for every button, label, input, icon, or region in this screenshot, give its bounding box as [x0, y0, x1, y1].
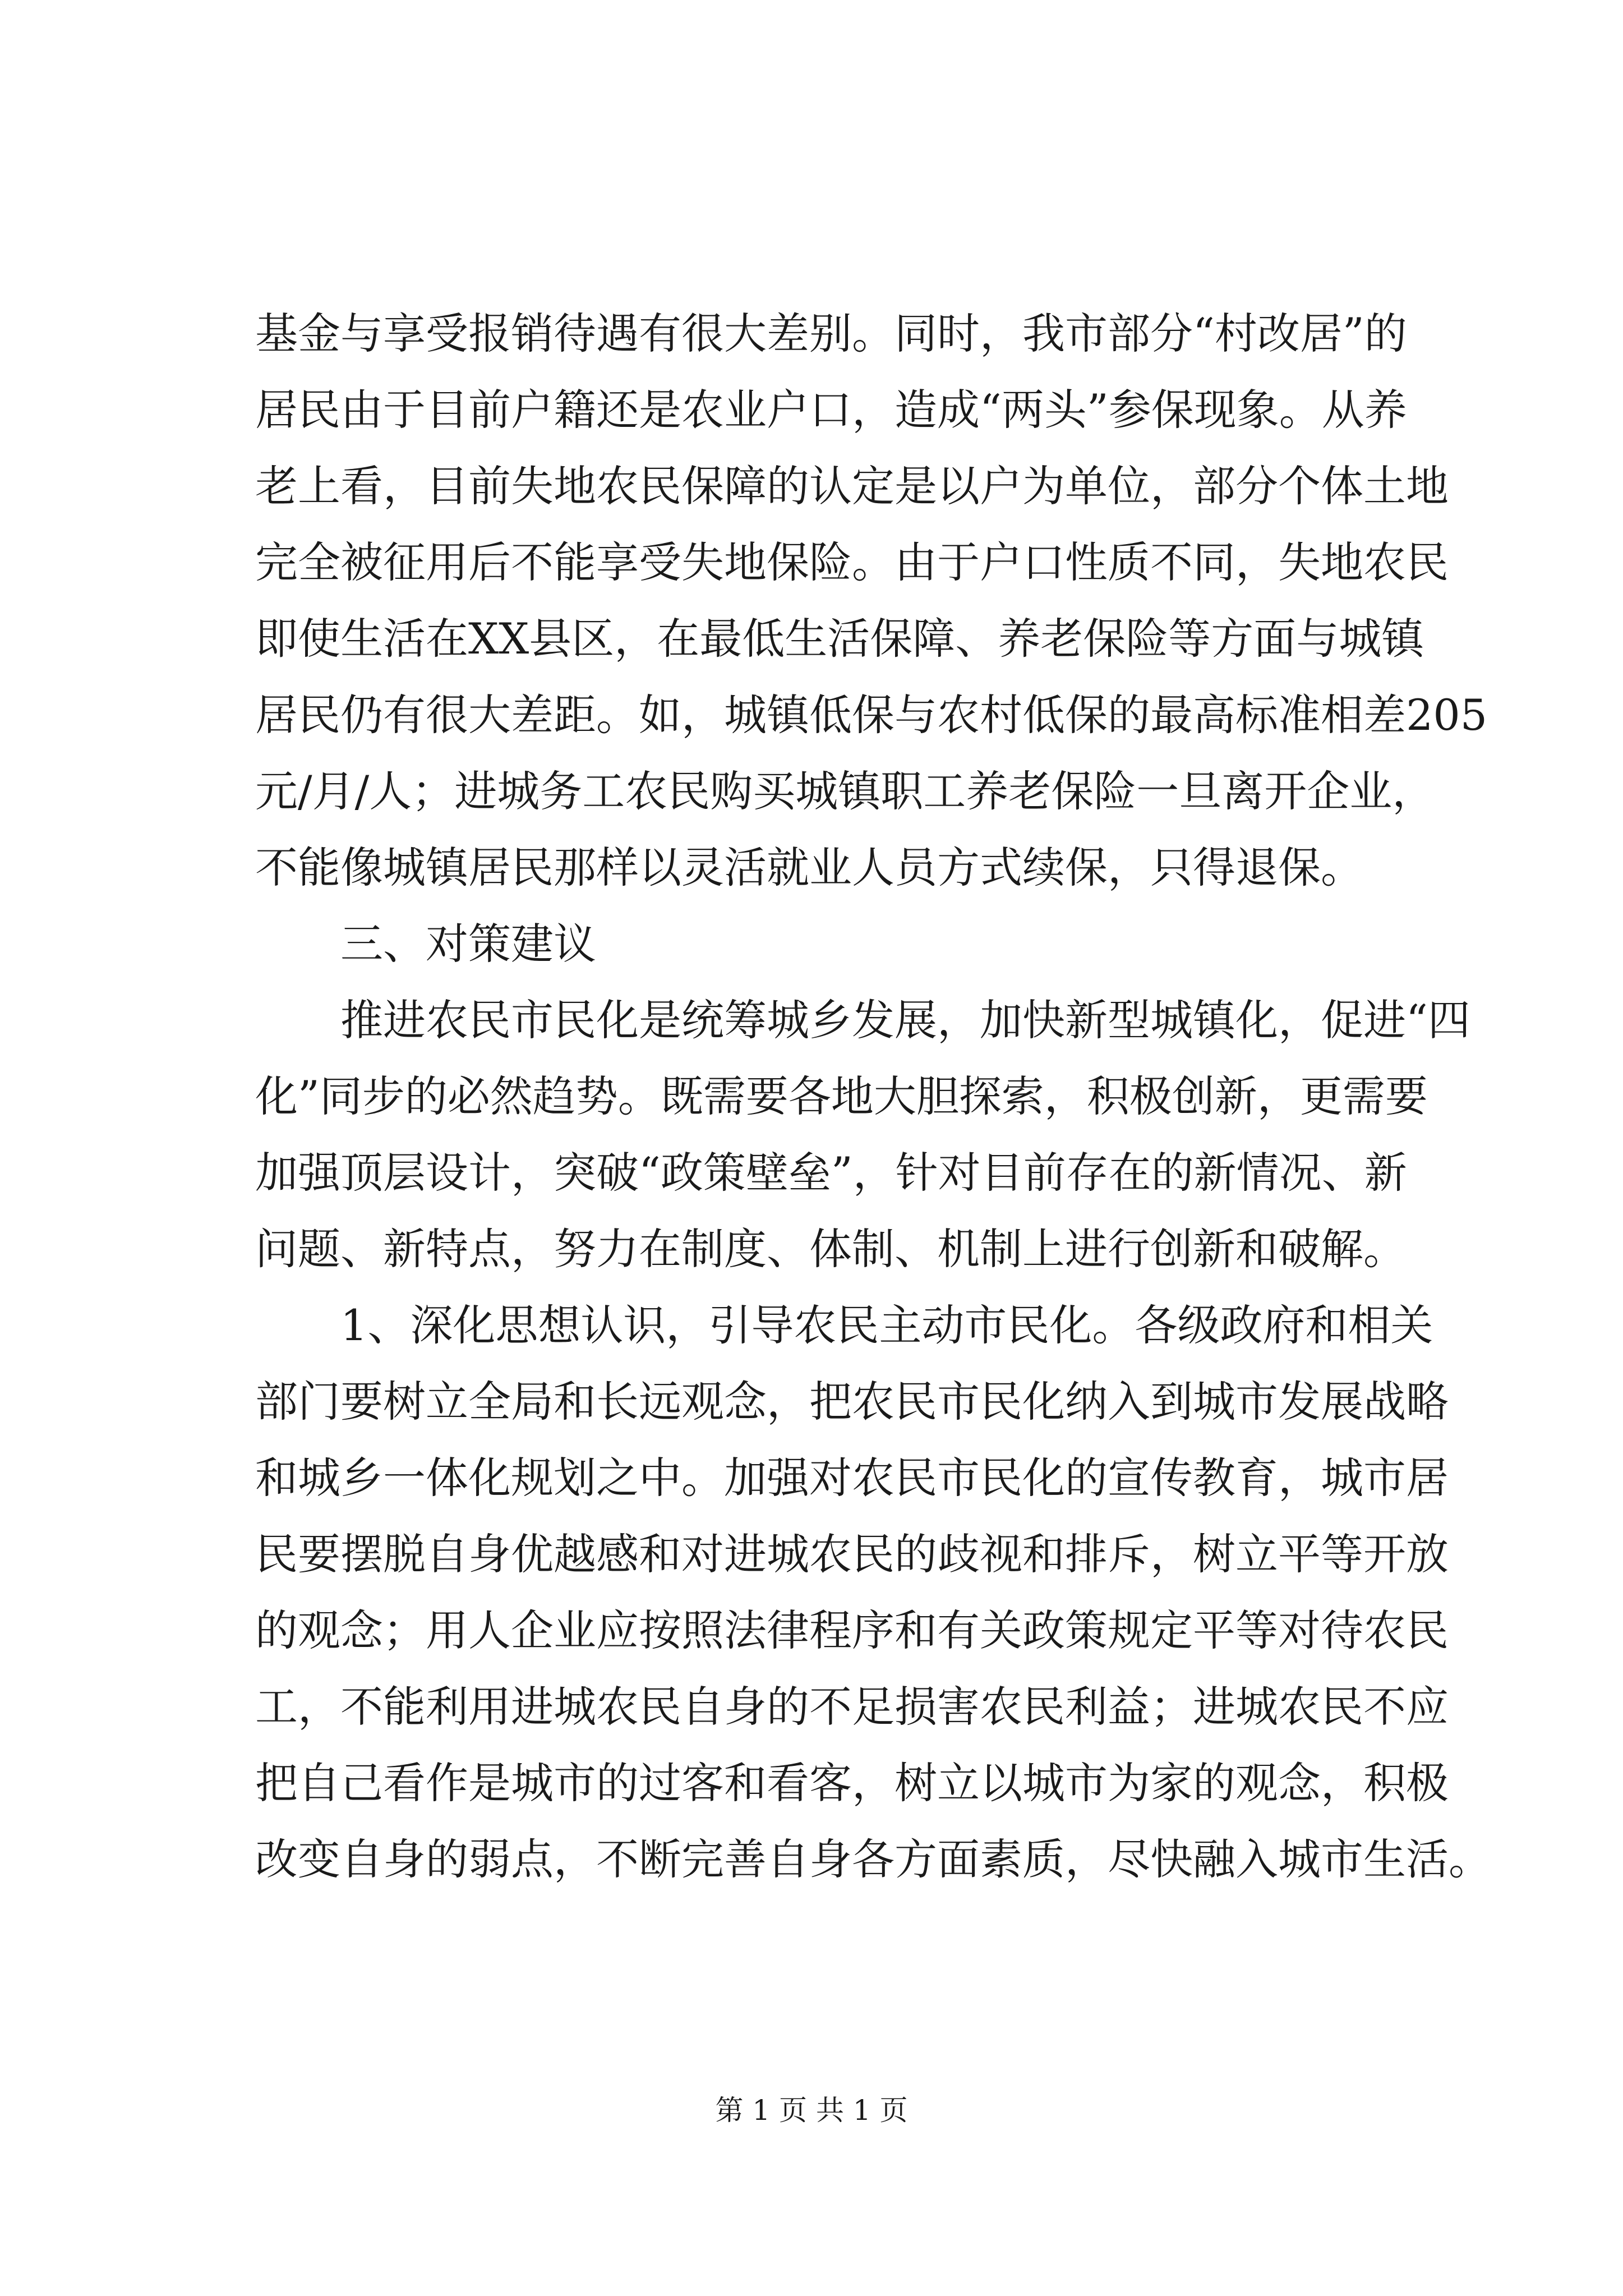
- text-line: 完全被征用后不能享受失地保险。由于户口性质不同，失地农民: [255, 537, 1449, 587]
- text-line: 居民由于目前户籍还是农业户口，造成“两头”参保现象。从养: [255, 385, 1407, 435]
- text-line: 改变自身的弱点，不断完善自身各方面素质，尽快融入城市生活。: [255, 1834, 1491, 1884]
- text-line: 基金与享受报销待遇有很大差别。同时，我市部分“村改居”的: [255, 309, 1407, 358]
- page-footer: 第 1 页 共 1 页: [715, 2094, 908, 2127]
- text-line: 的观念；用人企业应按照法律程序和有关政策规定平等对待农民: [255, 1605, 1449, 1655]
- text-line: 民要摆脱自身优越感和对进城农民的歧视和排斥，树立平等开放: [255, 1529, 1449, 1579]
- text-line: 把自己看作是城市的过客和看客，树立以城市为家的观念，积极: [255, 1758, 1449, 1808]
- document-body: [255, 296, 1491, 1898]
- text-line: 即使生活在XX县区，在最低生活保障、养老保险等方面与城镇: [255, 614, 1424, 664]
- text-line: 老上看，目前失地农民保障的认定是以户为单位，部分个体土地: [255, 461, 1449, 511]
- text-line: 不能像城镇居民那样以灵活就业人员方式续保，只得退保。: [255, 843, 1363, 892]
- text-line: 1、深化思想认识，引导农民主动市民化。各级政府和相关: [255, 1300, 1433, 1350]
- text-line: 和城乡一体化规划之中。加强对农民市民化的宣传教育，城市居: [255, 1453, 1449, 1503]
- text-line: 化”同步的必然趋势。既需要各地大胆探索，积极创新，更需要: [255, 1071, 1428, 1121]
- text-line: 加强顶层设计，突破“政策壁垒”，针对目前存在的新情况、新: [255, 1148, 1407, 1198]
- text-line: 部门要树立全局和长远观念，把农民市民化纳入到城市发展战略: [255, 1377, 1449, 1427]
- text-line: 元/月/人；进城务工农民购买城镇职工养老保险一旦离开企业，: [255, 766, 1435, 816]
- text-line: 工，不能利用进城农民自身的不足损害农民利益；进城农民不应: [255, 1682, 1449, 1732]
- text-line: 问题、新特点，努力在制度、体制、机制上进行创新和破解。: [255, 1224, 1406, 1274]
- text-line: 居民仍有很大差距。如，城镇低保与农村低保的最高标准相差205: [255, 690, 1488, 740]
- text-line: 推进农民市民化是统筹城乡发展，加快新型城镇化，促进“四: [255, 995, 1470, 1045]
- section-heading: 三、对策建议: [255, 919, 596, 969]
